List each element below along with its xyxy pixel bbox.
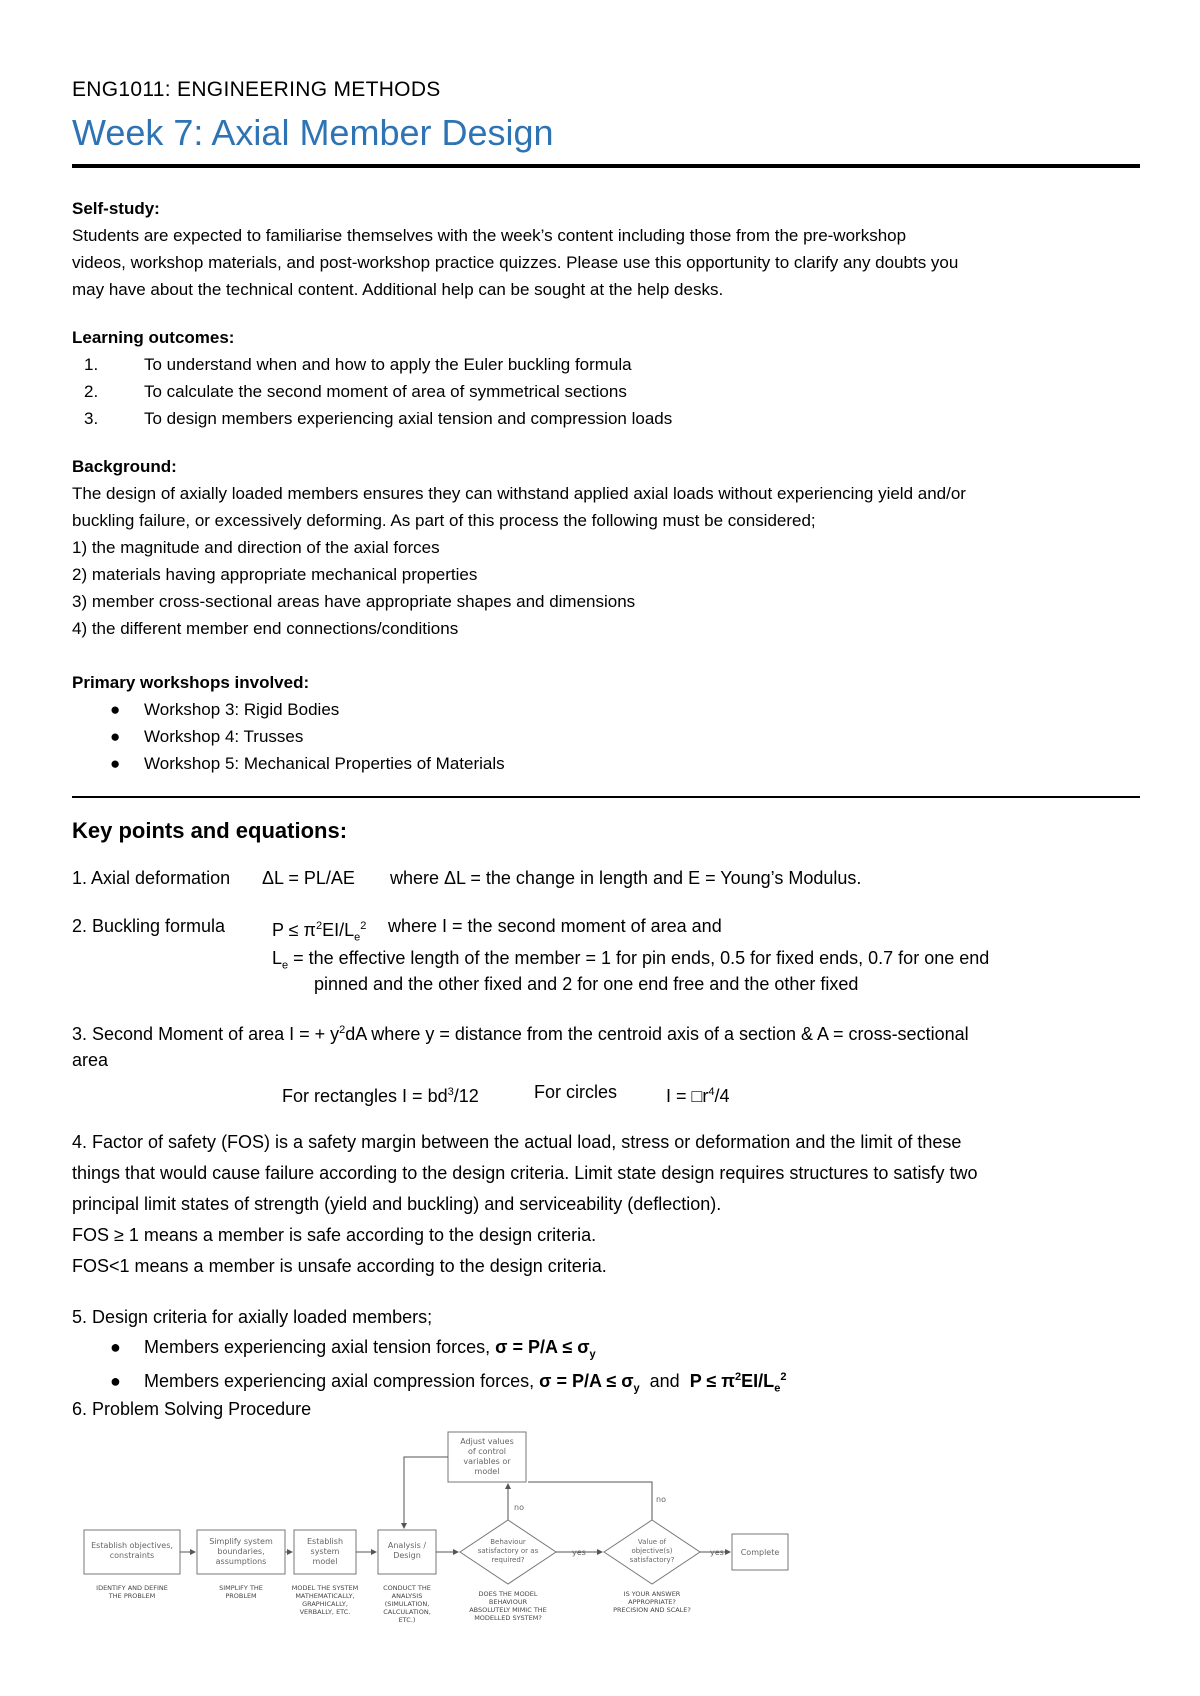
background-item: 2) materials having appropriate mechanical properties	[72, 565, 478, 584]
background-item: 3) member cross-sectional areas have appropriate shapes and dimensions	[72, 592, 636, 611]
second-moment-text: 3. Second Moment of area I = + $y^2dA$ where y = distance from the centroid axis of a section & A = cross-sectional	[72, 1024, 969, 1044]
second-moment-cont: area	[72, 1050, 109, 1070]
svg-text:Simplify systemboundaries,assu: Simplify system boundaries, assumptions	[209, 1537, 273, 1566]
svg-text:IS YOUR ANSWERAPPROPRIATE?PREC: IS YOUR ANSWER APPROPRIATE? PRECISION AND SCALE?	[613, 1590, 691, 1614]
axial-deformation-text: where ΔL = the change in length and E = Young’s Modulus.	[390, 868, 862, 888]
svg-text:Analysis /Design: Analysis / Design	[387, 1541, 427, 1560]
fos-line: things that would cause failure according to the design criteria. Limit state design requires structures to satisfy two	[72, 1163, 978, 1183]
fos-line: 4. Factor of safety (FOS) is a safety margin between the actual load, stress or deformation and the limit of these	[72, 1132, 962, 1152]
svg-text:Behavioursatisfactory or asreq: Behaviour satisfactory or as required?	[477, 1538, 539, 1564]
workshop-item: ● Workshop 4: Trusses	[110, 727, 304, 746]
yes-label-1: yes	[572, 1548, 586, 1557]
outcome-item: 2. To calculate the second moment of area of symmetrical sections	[84, 382, 627, 401]
buckling-label: 2. Buckling formula	[72, 916, 226, 936]
svg-text:SIMPLIFY THEPROBLEM: SIMPLIFY THE PROBLEM	[219, 1584, 263, 1600]
self-study-heading: Self-study:	[72, 199, 160, 218]
background-line: The design of axially loaded members ensures they can withstand applied axial loads without experiencing yield and/or	[72, 484, 966, 503]
svg-text:IDENTIFY AND DEFINETHE PROBLEM: IDENTIFY AND DEFINE THE PROBLEM	[96, 1584, 168, 1600]
buckling-text: where I = the second moment of area and	[388, 916, 722, 936]
course-code: ENG1011: ENGINEERING METHODS	[72, 78, 441, 101]
page-title: Week 7: Axial Member Design	[72, 112, 554, 153]
fos-line: FOS<1 means a member is unsafe according to the design criteria.	[72, 1256, 607, 1276]
svg-text:Establishsystemmodel: Establish system model	[306, 1537, 344, 1566]
svg-text:DOES THE MODELBEHAVIOURABSOLUT: DOES THE MODEL BEHAVIOUR ABSOLUTELY MIMIC THE MODELLED SYSTEM?	[469, 1590, 547, 1622]
compression-criterion: ● Members experiencing axial compression forces, $\sigma = P/A \le \sigma_y$ and $P \le \pi^2EI/L_e^2$	[110, 1371, 787, 1395]
section-divider	[72, 796, 1140, 798]
workshop-item: ● Workshop 3: Rigid Bodies	[110, 700, 340, 719]
problem-solving-flowchart	[82, 1430, 802, 1630]
fos-line: principal limit states of strength (yield and buckling) and serviceability (deflection).	[72, 1194, 722, 1214]
outcome-item: 3. To design members experiencing axial tension and compression loads	[84, 409, 673, 428]
background-item: 4) the different member end connections/conditions	[72, 619, 459, 638]
adjust-box-text: Adjust values of control variables or model	[460, 1437, 514, 1476]
no-label-1: no	[514, 1503, 524, 1512]
workshop-item: ● Workshop 5: Mechanical Properties of Materials	[110, 754, 505, 773]
problem-solving-heading: 6. Problem Solving Procedure	[72, 1399, 312, 1419]
circle-label: For circles	[534, 1082, 618, 1102]
background-item: 1) the magnitude and direction of the axial forces	[72, 538, 440, 557]
fos-line: FOS ≥ 1 means a member is safe according to the design criteria.	[72, 1225, 597, 1245]
svg-text:MODEL THE SYSTEMMATHEMATICALLY: MODEL THE SYSTEM MATHEMATICALLY, GRAPHICALLY, VERBALLY, ETC.	[291, 1584, 359, 1616]
svg-text:Establish objectives,constrain: Establish objectives, constraints	[91, 1541, 173, 1560]
axial-deformation-equation: ΔL = PL/AE	[262, 868, 355, 888]
workshops-heading: Primary workshops involved:	[72, 673, 310, 692]
svg-text:Value ofobjective(s)satisfacto: Value of objective(s) satisfactory?	[629, 1538, 675, 1564]
buckling-equation: $P \le \pi^2EI/L_e^2$	[272, 920, 367, 944]
effective-length-text: $L_e$ = the effective length of the member = 1 for pin ends, 0.5 for fixed ends, 0.7 for one end	[272, 948, 990, 972]
effective-length-cont: pinned and the other fixed and 2 for one end free and the other fixed	[314, 974, 859, 994]
outcome-item: 1. To understand when and how to apply the Euler buckling formula	[84, 355, 632, 374]
complete-label: Complete	[740, 1548, 780, 1557]
self-study-line: Students are expected to familiarise themselves with the week’s content including those from the pre-workshop	[72, 226, 907, 245]
title-rule	[72, 164, 1140, 168]
background-line: buckling failure, or excessively deforming. As part of this process the following must be considered;	[72, 511, 816, 530]
design-criteria-heading: 5. Design criteria for axially loaded members;	[72, 1307, 433, 1327]
background-heading: Background:	[72, 457, 177, 476]
rectangle-formula: For rectangles $I = bd^3/12$	[282, 1086, 479, 1106]
learning-outcomes-heading: Learning outcomes:	[72, 328, 235, 347]
circle-formula: $I = □r^4/4$	[666, 1086, 730, 1106]
tension-criterion: ● Members experiencing axial tension forces, $\sigma = P/A \le \sigma_y$	[110, 1337, 596, 1361]
no-label-2: no	[656, 1495, 666, 1504]
yes-label-2: yes	[710, 1548, 724, 1557]
svg-text:CONDUCT THEANALYSIS(SIMULATION: CONDUCT THE ANALYSIS (SIMULATION, CALCULATION, ETC.)	[383, 1584, 431, 1624]
self-study-line: videos, workshop materials, and post-workshop practice quizzes. Please use this opportunity to clarify any doubts you	[72, 253, 959, 272]
axial-deformation-label: 1. Axial deformation	[72, 868, 231, 888]
key-points-heading: Key points and equations:	[72, 818, 348, 843]
self-study-line: may have about the technical content. Additional help can be sought at the help desks.	[72, 280, 724, 299]
